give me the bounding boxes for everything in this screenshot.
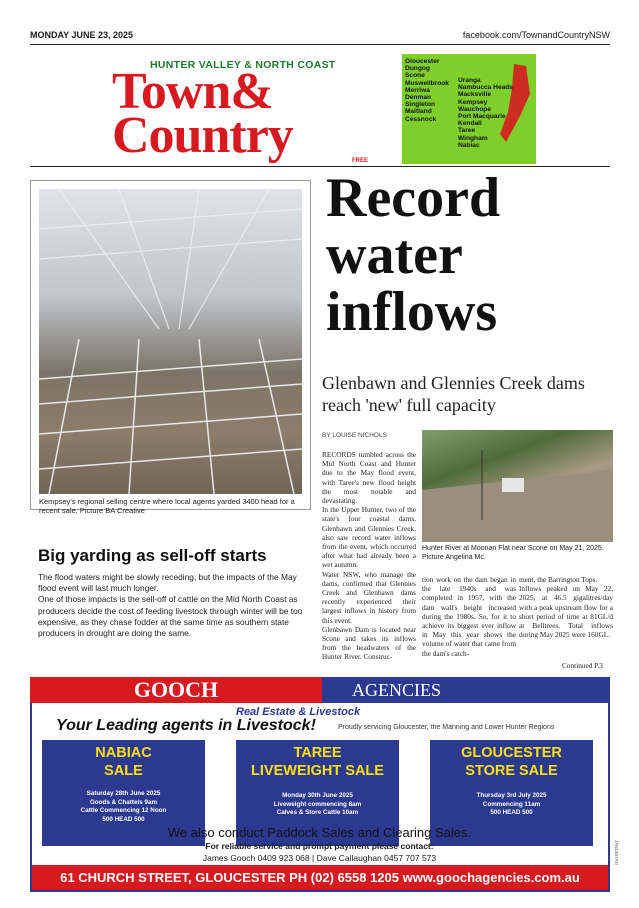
lead-column-3: ment, the Barrington Tops. Inflows peaked on May 22, 2025, at 46.5 gigalitres/day with a peak upstream flow for a short period of time at 81GL/d at Belltrees. Total inflows during May 2025 were 160GL.: [519, 575, 613, 640]
story-paragraph: One of those impacts is the sell-off of cattle on the Mid North Coast as producers decide the cost of feeding livestock through winter will be too expensive, as they chase fodder at the same time as southern state producers in drought are doing the same.: [38, 594, 303, 639]
contact-prompt: For reliable service and prompt payment please contact:: [205, 841, 434, 851]
masthead-town: Town&: [112, 63, 273, 120]
free-label: FREE: [352, 158, 369, 164]
sale-card-gloucester: GLOUCESTER STORE SALE Thursday 3rd July 2025 Commencing 11am 500 HEAD 500: [430, 740, 593, 846]
continued-note: Continued P.3: [562, 661, 603, 670]
saleyard-photo-caption: Kempsey's regional selling centre where local agents yarded 3400 head for a recent sale. Picture BA Creative: [39, 497, 295, 515]
dateline-bar: [30, 30, 610, 40]
ad-service-area: Proudly servicing Gloucester, the Manning and Lower Hunter Regions: [338, 724, 555, 731]
ad-footer-address: 61 CHURCH STREET, GLOUCESTER PH (02) 6558 1205 www.goochagencies.com.au: [32, 865, 608, 890]
top-rule: [30, 44, 610, 45]
ad-tagline: Your Leading agents in Livestock!: [56, 717, 316, 734]
agencies-banner: AGENCIES: [322, 677, 610, 703]
masthead-region: HUNTER VALLEY & NORTH COAST: [150, 59, 336, 71]
byline: BY LOUISE NICHOLS: [322, 432, 387, 439]
facebook-link[interactable]: facebook.com/TownandCountryNSW: [462, 30, 610, 40]
story-body: [38, 572, 303, 639]
sale-card-nabiac: NABIAC SALE Saturday 28th June 2025 Goods & Chattels 9am Cattle Commencing 12 Noon 500 HEAD 500: [42, 740, 205, 846]
masthead-rule: [30, 166, 610, 167]
saleyard-illustration: [39, 189, 302, 494]
paddock-sales-line: We also conduct Paddock Sales and Clearing Sales.: [167, 825, 472, 840]
lead-column-2: tion work on the dam began in the late 1940s and was completed in 1957, with the dam wall's height increased during the 1980s. So, for it to achieve its biggest ever inflow in May this year shows the volume of water that came from the dam's catch-: [422, 575, 516, 658]
saleyard-photo-frame: [30, 180, 311, 515]
lead-subheadline: Glenbawn and Glennies Creek dams reach 'new' full capacity: [322, 373, 585, 415]
masthead-ampersand: &: [230, 63, 273, 120]
story-headline: Big yarding as sell-off starts: [38, 546, 267, 565]
masthead-country: Country: [112, 107, 293, 164]
issue-date: MONDAY JUNE 23, 2025: [30, 30, 134, 40]
sale-card-taree: TAREE LIVEWEIGHT SALE Monday 30th June 2025 Liveweight commencing 8am Calves & Store Cattle 10am: [236, 740, 399, 846]
river-photo: [422, 430, 613, 542]
real-estate-livestock: Real Estate & Livestock: [236, 706, 361, 718]
towns-list-right: Uranga Nambucca Heads Macksville Kempsey Wauchope Port Macquarie Kendall Taree Wingham Nabiac: [458, 77, 513, 149]
ad-code: JAN1407AN: [614, 840, 619, 865]
towns-list-left: Gloucester Dungog Scone Muswellbrook Merriwa Denman Singleton Maitland Cessnock: [405, 58, 449, 123]
story-paragraph: The flood waters might be slowly receding, but the impacts of the May flood event will last much longer.: [38, 572, 297, 594]
river-photo-caption: Hunter River at Moonan Flat near Scone on May 21, 2025. Picture Angelina Mc.: [422, 545, 604, 561]
lead-column-1: RECORDS tumbled across the Mid North Coast and Hunter due to the May flood event, with Taree's new flood height the most notable and devastating. In the Upper Hunter, two of the state's four coastal dams, Glenbawn and Glennies Creek, also saw record water inflows from the event, which occurred after what had already been a wet autumn. Water NSW, who manage the dams, confirmed that Glennies Creek and Glenbawn dams recently experienced their largest inflows in history from this event. Glenbawn Dam is located near Scone and takes its inflows from the headwaters of the Hunter River. Construc-: [322, 450, 416, 662]
lead-headline: Record water inflows: [326, 167, 501, 343]
river-illustration: [422, 430, 613, 542]
contact-numbers[interactable]: James Gooch 0409 923 068 | Dave Callaughan 0457 707 573: [202, 853, 437, 863]
gooch-banner: GOOCH: [30, 677, 322, 703]
saleyard-photo: [39, 189, 302, 494]
